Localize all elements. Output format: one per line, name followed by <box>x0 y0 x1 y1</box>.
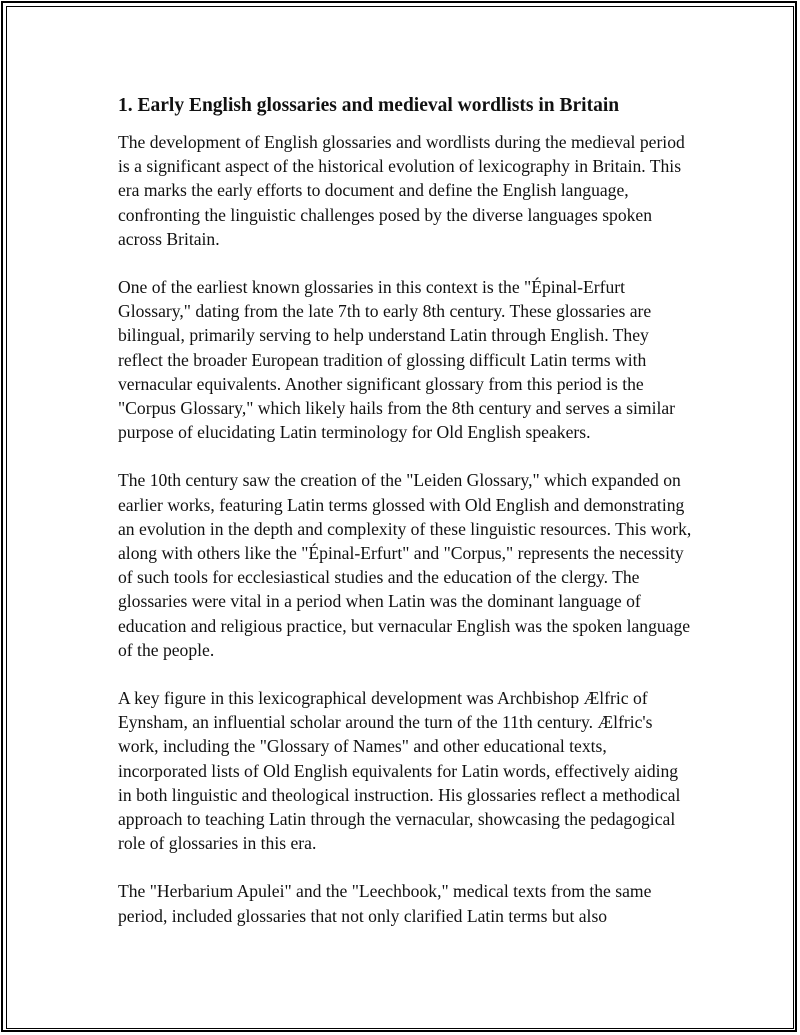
paragraph-intro: The development of English glossaries and wordlists during the medieval period is a significant aspect of the historical evolution of lexicography in Britain. This era marks the early efforts to document and define the English language, confronting the linguistic challenges posed by the diverse languages spoken across Britain. <box>118 132 685 249</box>
paragraph-aelfric: A key figure in this lexicographical development was Archbishop Ælfric of Eynsham, an influential scholar around the turn of the 11th century. Ælfric's work, including the "Glossary of Names" and other educational texts, incorporated lists of Old English equivalents for Latin words, effectively aiding in both linguistic and theological instruction. His glossaries reflect a methodical approach to teaching Latin through the vernacular, showcasing the pedagogical role of glossaries in this era. <box>118 688 681 854</box>
paragraph-herbarium: The "Herbarium Apulei" and the "Leechbook," medical texts from the same period, included glossaries that not only clarified Latin terms but also <box>118 881 652 926</box>
section-heading: 1. Early English glossaries and medieval wordlists in Britain <box>118 95 620 116</box>
paragraph-leiden: The 10th century saw the creation of the "Leiden Glossary," which expanded on earlier works, featuring Latin terms glossed with Old English and demonstrating an evolution in the depth and complexity of these linguistic resources. This work, along with others like the "Épinal-Erfurt" and "Corpus," represents the necessity of such tools for ecclesiastical studies and the education of the clergy. The glossaries were vital in a period when Latin was the dominant language of education and religious practice, but vernacular English was the spoken language of the people. <box>118 470 692 660</box>
document-body <box>118 92 693 952</box>
paragraph-epinal-erfurt: One of the earliest known glossaries in this context is the "Épinal-Erfurt Glossary," dating from the late 7th to early 8th century. These glossaries are bilingual, primarily serving to help understand Latin through English. They reflect the broader European tradition of glossing difficult Latin terms with vernacular equivalents. Another significant glossary from this period is the "Corpus Glossary," which likely hails from the 8th century and serves a similar purpose of elucidating Latin terminology for Old English speakers. <box>118 277 676 443</box>
